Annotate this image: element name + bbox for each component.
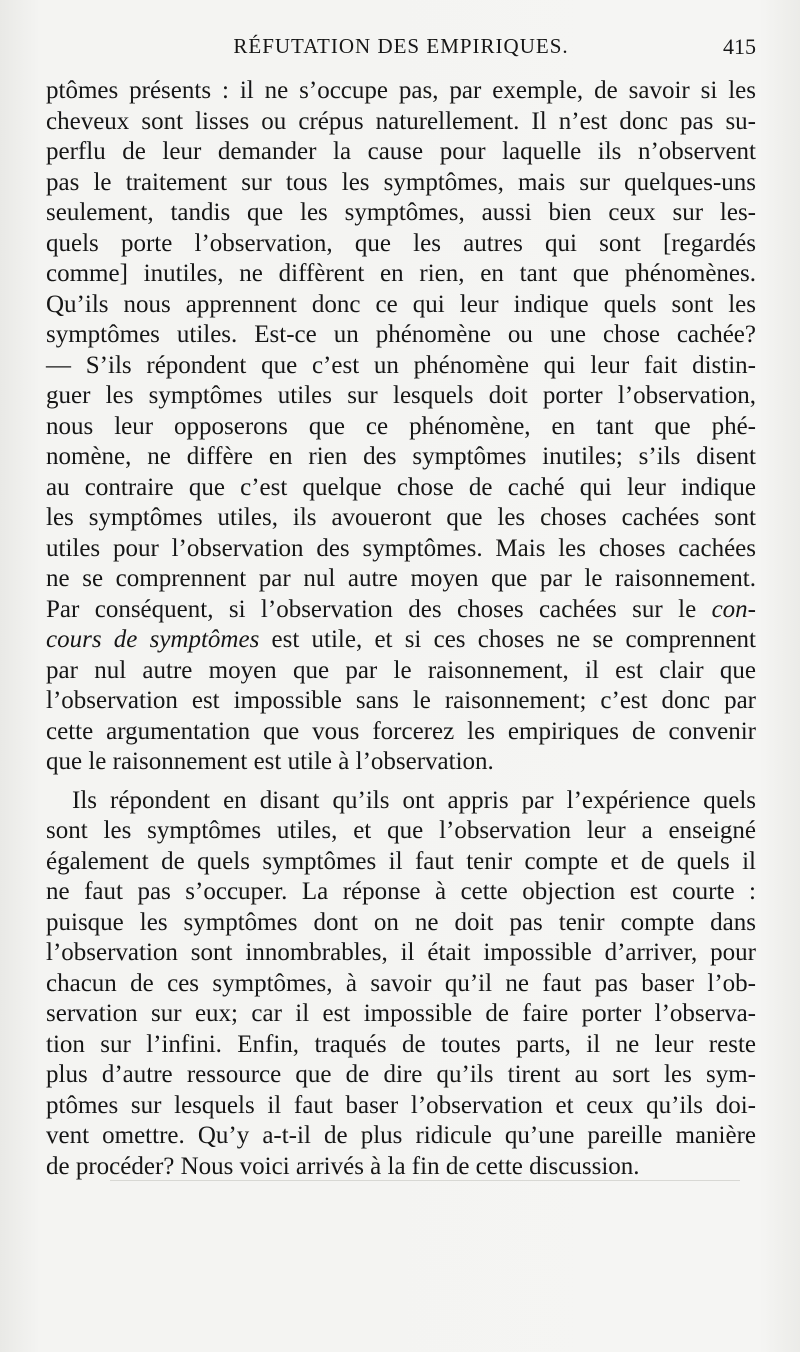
text-line: pas le traitement sur tous les symptômes, mais sur quelques-uns	[46, 168, 756, 196]
text-line: de procéder? Nous voici arrivés à la fin de cette discussion.	[46, 1152, 640, 1180]
text-line: cette argumentation que vous forcerez les empiriques de convenir	[46, 717, 756, 745]
text-line: utiles pour l’observation des symptômes. Mais les choses cachées	[46, 534, 756, 562]
text-line: l’observation est impossible sans le raisonnement; c’est donc par	[46, 687, 756, 714]
body-text	[46, 76, 756, 1182]
text-line: nomène, ne diffère en rien des symptômes inutiles; s’ils disent	[46, 443, 756, 470]
text-line: cheveux sont lisses ou crépus naturellement. Il n’est donc pas su-	[46, 107, 756, 135]
show-through-rule	[110, 1180, 740, 1181]
text-line: les symptômes utiles, ils avoueront que les choses cachées sont	[46, 504, 756, 531]
text-line: plus d’autre ressource que de dire qu’ils tirent au sort les sym-	[46, 1061, 756, 1088]
text-segment: Par conséquent, si l’observation des choses cachées sur le	[46, 595, 712, 623]
text-line: au contraire que c’est quelque chose de caché qui leur indique	[46, 473, 756, 501]
text-line: Qu’ils nous apprennent donc ce qui leur indique quels sont les	[46, 290, 756, 318]
italic-phrase: con-	[711, 595, 756, 623]
page-number: 415	[723, 34, 756, 59]
text-line: ne faut pas s’occuper. La réponse à cette objection est courte :	[46, 878, 756, 905]
text-line: comme] inutiles, ne diffèrent en rien, en tant que phénomènes.	[46, 260, 756, 287]
text-line: — S’ils répondent que c’est un phénomène qui leur fait distin-	[46, 351, 756, 379]
text-line: l’observation sont innombrables, il était impossible d’arriver, pour	[46, 939, 756, 966]
text-line: que le raisonnement est utile à l’observation.	[46, 748, 494, 775]
text-line: servation sur eux; car il est impossible de faire porter l’observa-	[46, 1000, 756, 1027]
text-line: perflu de leur demander la cause pour laquelle ils n’observent	[46, 138, 756, 165]
text-line: nous leur opposerons que ce phénomène, en tant que phé-	[46, 412, 756, 440]
text-line: également de quels symptômes il faut tenir compte et de quels il	[46, 847, 756, 875]
paragraph-2	[46, 786, 756, 1183]
text-line: guer les symptômes utiles sur lesquels doit porter l’observation,	[46, 382, 756, 409]
text-line	[46, 595, 756, 626]
text-line: seulement, tandis que les symptômes, aussi bien ceux sur les-	[46, 199, 756, 226]
text-line: chacun de ces symptômes, à savoir qu’il ne faut pas baser l’ob-	[46, 969, 756, 997]
text-line: ne se comprennent par nul autre moyen que par le raisonnement.	[46, 565, 756, 592]
text-line: symptômes utiles. Est-ce un phénomène ou une chose cachée?	[46, 321, 756, 348]
running-title: RÉFUTATION DES EMPIRIQUES.	[233, 34, 569, 58]
text-line: ptômes présents : il ne s’occupe pas, par exemple, de savoir si les	[46, 77, 756, 104]
text-line	[46, 625, 756, 656]
text-line: Ils répondent en disant qu’ils ont appris par l’expérience quels	[72, 786, 756, 814]
italic-phrase: cours de symptômes	[46, 626, 260, 653]
paragraph-1	[46, 76, 756, 778]
text-line: par nul autre moyen que par le raisonnement, il est clair que	[46, 656, 756, 684]
text-line: quels porte l’observation, que les autres qui sont [regardés	[46, 229, 756, 257]
text-line: tion sur l’infini. Enfin, traqués de toutes parts, il ne leur reste	[46, 1030, 756, 1058]
text-segment: est utile, et si ces choses ne se comprennent	[259, 626, 757, 653]
text-line: sont les symptômes utiles, et que l’observation leur a enseigné	[46, 817, 756, 844]
page-header	[46, 34, 756, 70]
text-line: ptômes sur lesquels il faut baser l’observation et ceux qu’ils doi-	[46, 1091, 756, 1119]
text-line: puisque les symptômes dont on ne doit pas tenir compte dans	[46, 908, 756, 936]
text-line: vent omettre. Qu’y a-t-il de plus ridicule qu’une pareille manière	[46, 1122, 756, 1149]
